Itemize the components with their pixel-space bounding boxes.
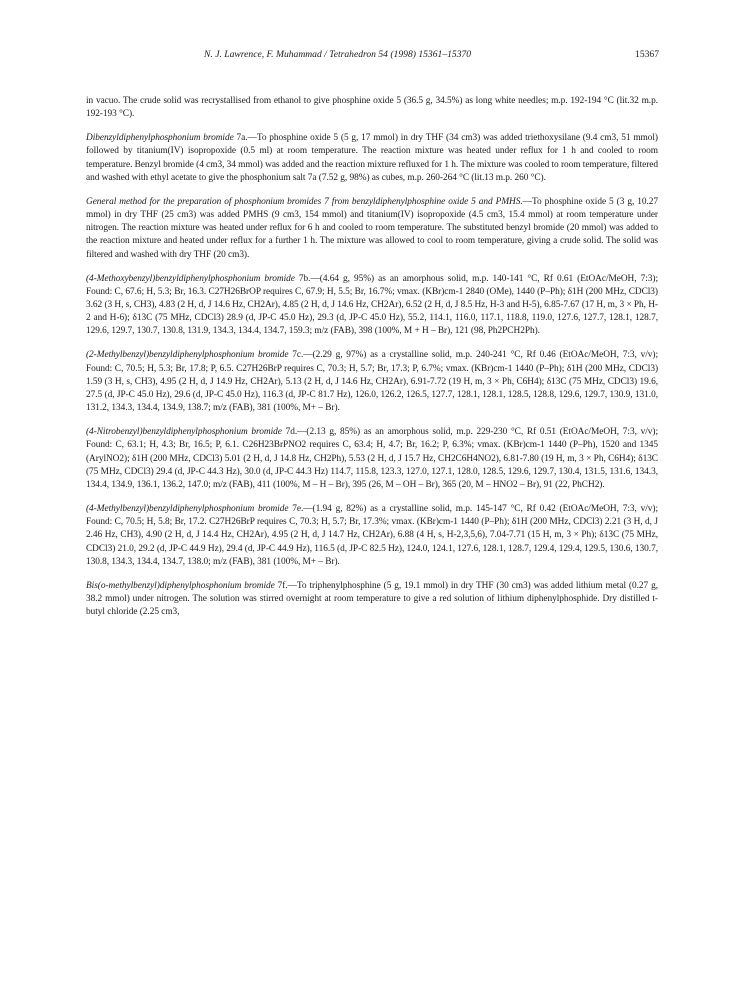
paragraph-compound-7b <box>86 273 658 339</box>
paragraph-lead: Bis(o-methylbenzyl)diphenylphosphonium bromide <box>86 580 275 591</box>
paragraph-lead: (2-Methylbenzyl)benzyldiphenylphosphonium bromide <box>86 350 289 361</box>
paragraph-compound-7d <box>86 426 658 492</box>
paragraph-text: 7e.—(1.94 g, 82%) as a crystalline solid, m.p. 145-147 °C, Rf 0.42 (EtOAc/MeOH, 7:3, v/v); Found: C, 70.5; H, 5.8; Br, 17.2. C27H26BrP requires C, 70.3; H, 5.7; Br, 17.3%; vmax. (KBr)cm-1 1440 (P–Ph); δ1H (200 MHz, CDCl3) 2.21 (3 H, d, J 2.46 Hz, CH3), 4.90 (2 H, d, J 14.4 Hz, CH2Ar), 4.95 (2 H, d, J 14.7 Hz, CH2Ar), 6.88 (4 H, s, H-2,3,5,6), 7.04-7.71 (15 H, m, 3 × Ph); δ13C (75 MHz, CDCl3) 21.0, 29.2 (d, JP-C 44.9 Hz), 29.4 (d, JP-C 44.9 Hz), 116.5 (d, JP-C 82.5 Hz), 124.0, 124.1, 127.6, 128.1, 128.7, 129.4, 129.4, 129.5, 130.6, 130.7, 130.8, 134.3, 134.4, 134.7, 138.0; m/z (FAB), 381 (100%, M+ – Br). <box>86 504 658 567</box>
paragraph-text: 7c.—(2.29 g, 97%) as a crystalline solid, m.p. 240-241 °C, Rf 0.46 (EtOAc/MeOH, 7:3, v/v); Found: C, 70.5; H, 5.3; Br, 17.8; P, 6.5. C27H26BrP requires C, 70.3; H, 5.7; Br, 17.3; P, 6.7%; vmax. (KBr)cm-1 1440 (P–Ph); δ1H (200 MHz, CDCl3) 1.59 (3 H, s, CH3), 4.95 (2 H, d, J 14.9 Hz, CH2Ar), 5.13 (2 H, d, J 14.6 Hz, CH2Ar), 6.91-7.72 (19 H, m, 3 × Ph, C6H4); δ13C (75 MHz, CDCl3) 19.6, 27.5 (d, JP-C 45.0 Hz), 29.6 (d, JP-C 45.0 Hz), 116.3 (d, JP-C 81.7 Hz), 126.0, 126.2, 126.5, 127.7, 128.1, 128.1, 128.5, 128.8, 129.6, 129.7, 130.9, 131.0, 131.2, 134.3, 134.4, 134.9, 138.7; m/z (FAB), 381 (100%, M+ – Br). <box>86 350 658 414</box>
paragraph-lead: General method for the preparation of phosphonium bromides 7 from benzyldiphenylphosphine oxide 5 and PMHS. <box>86 196 523 207</box>
paragraph-lead: (4-Methylbenzyl)benzyldiphenylphosphonium bromide <box>86 504 289 515</box>
paragraph-lead: (4-Nitrobenzyl)benzyldiphenylphosphonium bromide <box>86 427 282 438</box>
paragraph-compound-7e <box>86 503 658 569</box>
article-body <box>86 95 658 619</box>
paragraph-text: —To phosphine oxide 5 (3 g, 10.27 mmol) in dry THF (25 cm3) was added PMHS (9 cm3, 154 mmol) and titanium(IV) isopropoxide (4.5 cm3, 15.4 mmol) at room temperature under nitrogen. The reaction mixture was heated under reflux for 6 h and cooled to room temperature. The substituted benzyl bromide (20 mmol) was added to the reaction mixture and heated under reflux for a further 1 h. The mixture was allowed to cool to room temperature, giving a crude solid. The solid was filtered and washed with dry THF (20 cm3). <box>86 196 659 260</box>
paragraph-compound-7c <box>86 349 658 415</box>
page-number: 15367 <box>635 49 659 60</box>
page-header <box>86 48 659 62</box>
paragraph-text: 7f.—To triphenylphosphine (5 g, 19.1 mmol) in dry THF (30 cm3) was added lithium metal (0.27 g, 38.2 mmol) under nitrogen. The solution was stirred overnight at room temperature to give a red solution of lithium diphenylphosphide. Dry distilled t-butyl chloride (2.25 cm3, <box>86 580 658 618</box>
paragraph-text: 7a.—To phosphine oxide 5 (5 g, 17 mmol) in dry THF (34 cm3) was added triethoxysilane (9.4 cm3, 51 mmol) followed by titanium(IV) isopropoxide (0.5 ml) at room temperature. The reaction mixture was heated under reflux for 1 h and cooled to room temperature. Benzyl bromide (4 cm3, 34 mmol) was added and the reaction mixture refluxed for 1 h. The mixture was cooled to room temperature, filtered and washed with ethyl acetate to give the phosphonium salt 7a (7.52 g, 98%) as cubes, m.p. 260-264 °C (lit.13 m.p. 260 °C). <box>86 133 658 183</box>
paragraph-crude-solid <box>86 95 658 121</box>
paragraph-compound-7a <box>86 132 658 185</box>
paragraph-compound-7f <box>86 580 658 620</box>
paragraph-text: 7d.—(2.13 g, 85%) as an amorphous solid, m.p. 229-230 °C, Rf 0.51 (EtOAc/MeOH, 7:3, v/v); Found: C, 63.1; H, 4.3; Br, 16.5; P, 6.1. C26H23BrPNO2 requires C, 63.4; H, 4.7; Br, 16.2; P, 6.3%; vmax. (KBr)cm-1 1440 (P–Ph), 1520 and 1345 (ArylNO2); δ1H (200 MHz, CDCl3) 5.01 (2 H, d, J 14.8 Hz, CH2Ph), 5.53 (2 H, d, J 15.7 Hz, CH2C6H4NO2), 6.81-7.80 (19 H, m, 3 × Ph, C6H4); δ13C (75 MHz, CDCl3) 29.4 (d, JP-C 44.3 Hz), 30.0 (d, JP-C 44.3 Hz) 114.7, 115.8, 123.3, 127.0, 127.1, 128.0, 128.5, 129.6, 129.7, 130.4, 131.5, 131.6, 134.3, 134.4, 134.9, 136.1, 136.2, 147.0; m/z (FAB), 411 (100%, M – H – Br), 395 (26, M – OH – Br), 365 (20, M – HNO2 – Br), 91 (22, PhCH2). <box>86 427 658 491</box>
running-head: N. J. Lawrence, F. Muhammad / Tetrahedron 54 (1998) 15361–15370 <box>204 49 472 60</box>
paragraph-lead: (4-Methoxybenzyl)benzyldiphenylphosphonium bromide <box>86 273 295 284</box>
paragraph-text: in vacuo. The crude solid was recrystallised from ethanol to give phosphine oxide 5 (36.5 g, 34.5%) as long white needles; m.p. 192-194 °C (lit.32 m.p. 192-193 °C). <box>86 96 658 120</box>
paragraph-lead: Dibenzyldiphenylphosphonium bromide <box>86 133 234 144</box>
paragraph-text: 7b.—(4.64 g, 95%) as an amorphous solid, m.p. 140-141 °C, Rf 0.61 (EtOAc/MeOH, 7:3); Found: C, 67.6; H, 5.3; Br, 16.3. C27H26BrOP requires C, 67.9; H, 5.5; Br, 16.7%; vmax. (KBr)cm-1 2840 (OMe), 1440 (P–Ph); δ1H (200 MHz, CDCl3) 3.62 (3 H, s, CH3), 4.83 (2 H, d, J 14.6 Hz, CH2Ar), 4.85 (2 H, d, J 14.6 Hz, CH2Ar), 6.52 (2 H, d, J 8.5 Hz, H-3 and H-5), 6.85-7.67 (17 H, m, 3 × Ph, H-2 and H-6); δ13C (75 MHz, CDCl3) 28.9 (d, JP-C 45.0 Hz), 29.3 (d, JP-C 45.0 Hz), 55.2, 114.1, 116.0, 117.1, 118.8, 119.0, 127.6, 127.7, 128.1, 128.7, 129.6, 129.7, 130.7, 130.8, 131.9, 134.3, 134.4, 134.7, 159.3; m/z (FAB), 398 (100%, M + H – Br), 121 (98, Ph2PCH2Ph). <box>86 273 658 337</box>
paragraph-general-method <box>86 196 658 262</box>
